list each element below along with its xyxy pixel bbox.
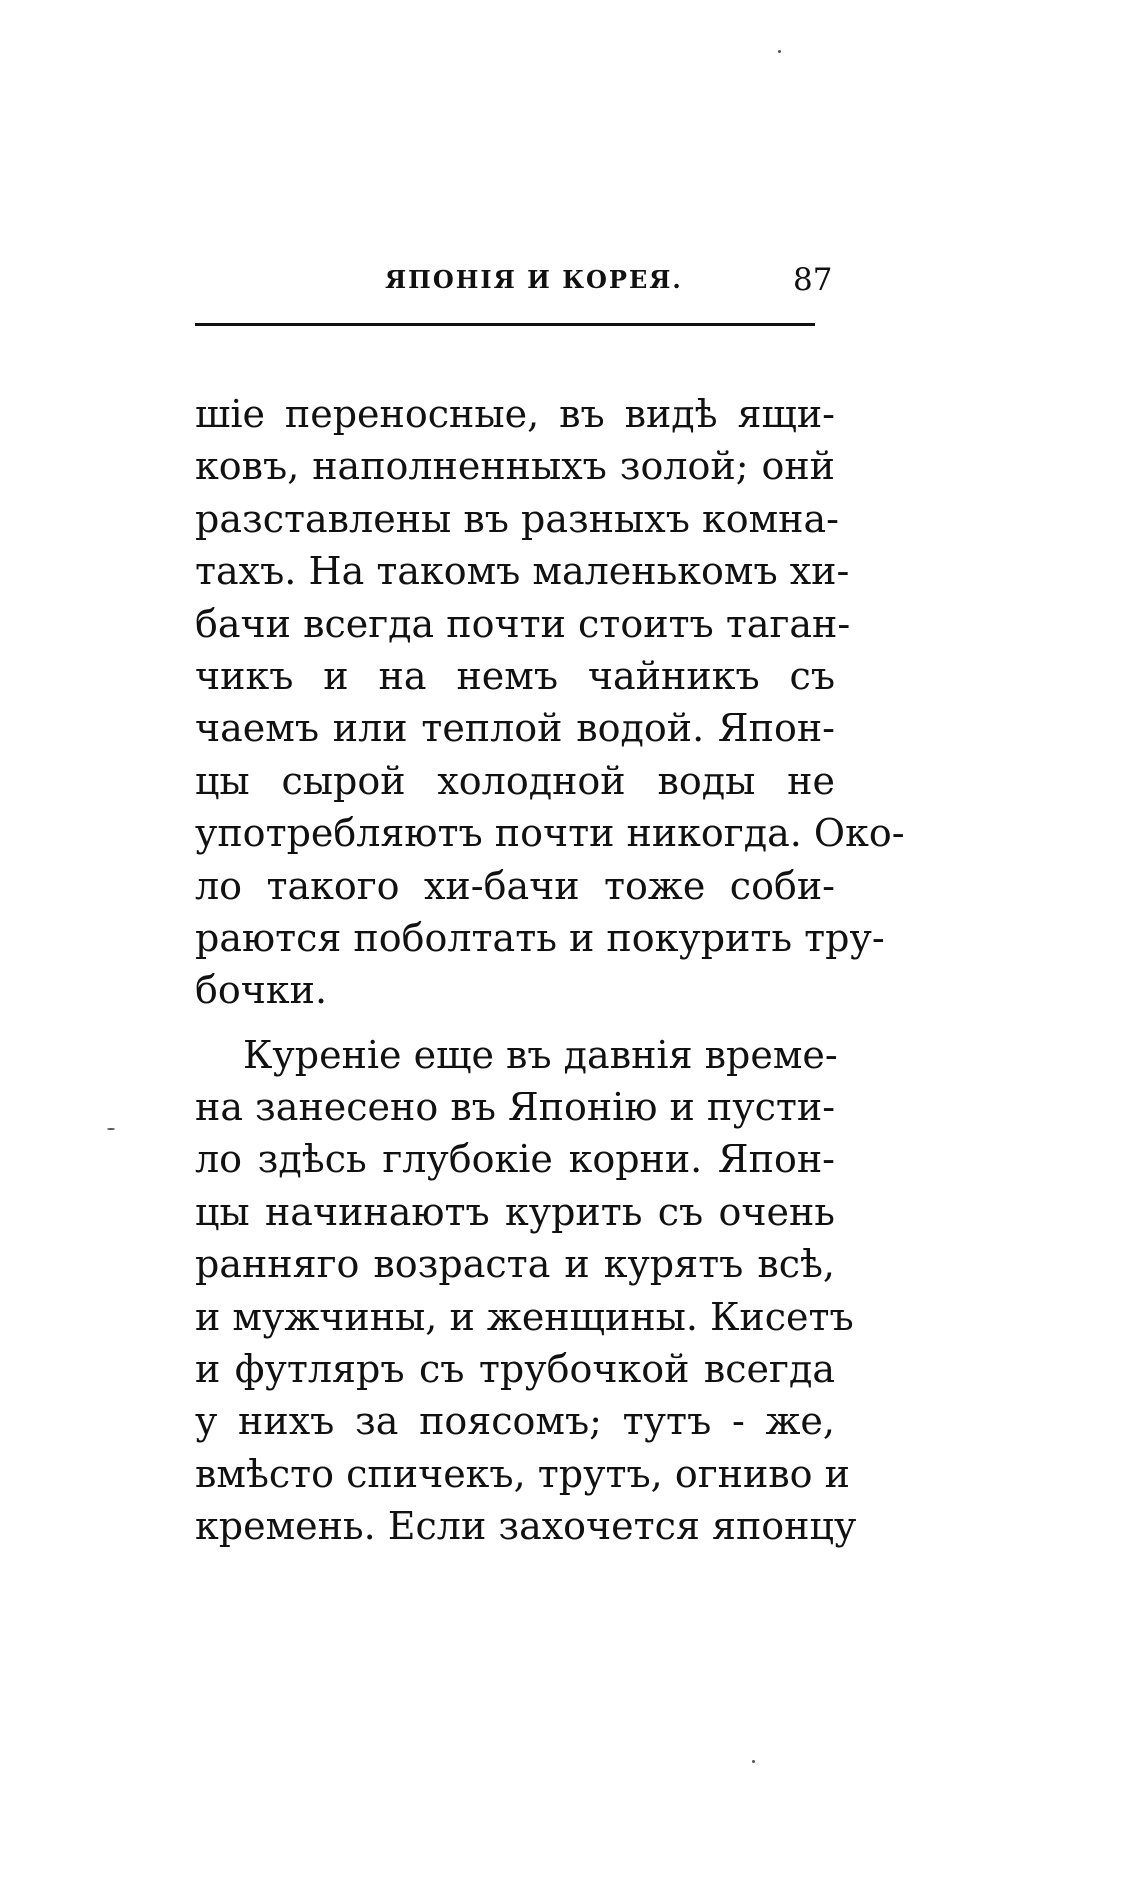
text-line: у нихъ за поясомъ; тутъ - же, [195, 1399, 835, 1444]
text-line: и футляръ съ трубочкой всегда [195, 1347, 835, 1392]
text-line: ранняго возраста и курятъ всѣ, [195, 1242, 835, 1287]
text-line: ло здѣсь глубокіе корни. Япон- [195, 1137, 835, 1182]
header-rule [195, 323, 815, 326]
scan-speck [107, 1128, 115, 1130]
page-number: 87 [793, 262, 833, 298]
text-line: чикъ и на немъ чайникъ съ [195, 653, 835, 698]
text-line: ло такого хи-бачи тоже соби- [195, 863, 835, 908]
paragraph-gap [195, 1017, 835, 1029]
text-line: вмѣсто спичекъ, трутъ, огниво и [195, 1451, 850, 1496]
text-line: разставлены въ разныхъ комна- [195, 496, 839, 541]
text-line: и мужчины, и женщины. Кисетъ [195, 1294, 854, 1339]
text-line: Куреніе еще въ давнія време- [243, 1032, 838, 1077]
text-line: раются поболтать и покурить тру- [195, 915, 885, 960]
paragraph-2 [195, 1029, 857, 1553]
text-line: употребляютъ почти никогда. Око- [195, 811, 905, 856]
text-line: шіе переносные, въ видѣ ящи- [195, 392, 835, 436]
text-line: кремень. Если захочется японцу [195, 1504, 857, 1549]
text-line: бачи всегда почти стоитъ таган- [195, 601, 851, 646]
text-line: чаемъ или теплой водой. Япон- [195, 706, 835, 751]
text-line: тахъ. На такомъ маленькомъ хи- [195, 549, 850, 594]
text-line: ковъ, наполненныхъ золой; онй [195, 444, 835, 489]
running-header-title: ЯПОНІЯ И КОРЕЯ. [385, 265, 683, 294]
text-line: на занесено въ Японію и пусти- [195, 1085, 836, 1130]
body-text [195, 388, 905, 1553]
paragraph-1 [195, 388, 905, 1017]
text-line: бочки. [195, 968, 328, 1013]
text-line: цы начинаютъ курить съ очень [195, 1189, 835, 1234]
scan-speck [778, 50, 781, 53]
scan-speck [752, 1760, 755, 1763]
text-line: цы сырой холодной воды не [195, 758, 835, 803]
